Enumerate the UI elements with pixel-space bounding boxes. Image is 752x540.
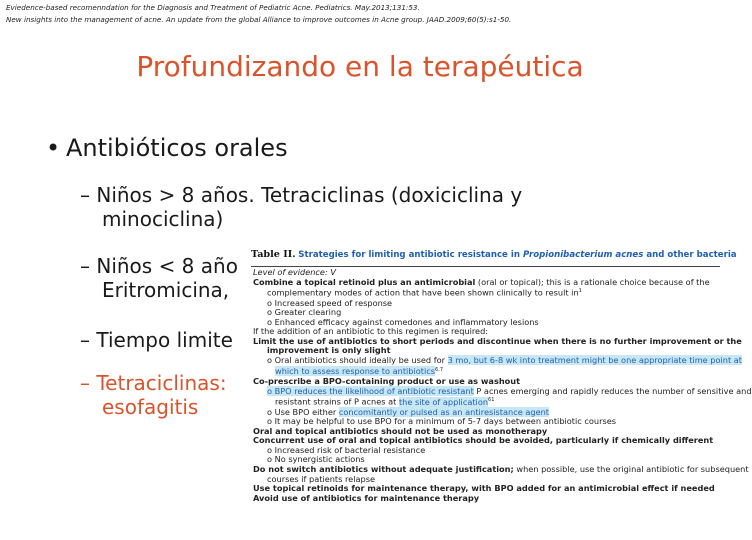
table-row: o No synergistic actions	[267, 454, 365, 465]
table-row: Level of evidence: V	[253, 267, 336, 277]
table-row: o Increased risk of bacterial resistance	[267, 444, 426, 455]
bullet-item	[46, 134, 288, 162]
table-label: Table II.	[251, 249, 296, 260]
reference-2: New insights into the management of acne. An update from the global Alliance to improve outcomes in Acne group. JAAD.2009;60(5):s1-50.	[6, 15, 512, 24]
table-rows	[253, 267, 752, 503]
table-row: complementary modes of action that have been shown clinically to result $in^1$	[267, 287, 582, 298]
table-row: Oral and topical antibiotics should not be used as monotherapy	[253, 425, 548, 436]
sub-item-3-line1: – Tiempo limite	[80, 328, 233, 352]
bullet-dot: •	[46, 134, 61, 162]
table-caption-post: and other bacteria	[643, 250, 737, 260]
table-row: resistant strains of P acnes at the site of application$^{61}$	[275, 396, 495, 407]
table-caption-italic: Propionibacterium acnes	[522, 250, 644, 260]
table-row: Avoid use of antibiotics for maintenance therapy	[253, 492, 480, 503]
table-row: courses if patients relapse	[267, 473, 376, 484]
table-row: Combine a topical retinoid plus an antimicrobial (oral or topical); this is a rationale choice because of the	[253, 276, 710, 287]
sub-item-1-line2: minociclina)	[102, 207, 224, 231]
sub-item-4-line1: – Tetraciclinas:	[80, 371, 227, 395]
table-row: o Enhanced efficacy against comedones and inflammatory lesions	[267, 316, 539, 327]
table-row: Co-prescribe a BPO-containing product or use as washout	[253, 376, 521, 386]
evidence-table-image	[251, 246, 752, 540]
table-caption-pre: Strategies for limiting antibiotic resistance in	[298, 250, 523, 260]
sub-item-1-line1: – Niños > 8 años. Tetraciclinas (doxiciclina y	[80, 183, 523, 207]
table-row: which to assess response to antibiotics$^{6,7}$	[275, 366, 443, 377]
sub-item-2	[80, 254, 238, 302]
table-row: o Greater clearing	[267, 307, 342, 318]
table-row: Do not switch antibiotics without adequate justification; when possible, use the original antibiotic for subsequent	[253, 464, 749, 475]
table-row: improvement is only slight	[267, 345, 391, 356]
table-row: o It may be helpful to use BPO for a minimum of 5-7 days between antibiotic courses	[267, 416, 617, 427]
table-row: If the addition of an antibiotic to this regimen is required:	[253, 326, 489, 337]
reference-1: Eviedence-based recomenndation for the Diagnosis and Treatment of Pediatric Acne. Pediatrics. May.2013;131:53.	[6, 3, 420, 12]
slide-title: Profundizando en la terapéutica	[136, 50, 584, 83]
sub-item-3	[80, 328, 233, 352]
table-row: Limit the use of antibiotics to short periods and discontinue when there is no further improvement or the	[253, 335, 742, 346]
table-row: Use topical retinoids for maintenance therapy, with BPO added for an antimicrobial effect if needed	[253, 483, 715, 494]
sub-item-4-line2: esofagitis	[102, 395, 199, 419]
table-row: o BPO reduces the likelihood of antibiotic resistant P acnes emerging and rapidly reduces the number of sensitive and	[267, 385, 752, 396]
table-caption	[251, 249, 737, 260]
bullet-text: Antibióticos orales	[66, 134, 288, 162]
sub-item-2-line2: Eritromicina,	[102, 278, 230, 302]
table-row: o Oral antibiotics should ideally be used for 3 mo, but 6-8 wk into treatment might be one appropriate time point at	[267, 355, 743, 366]
table-row: o Use BPO either concomitantly or pulsed as an antiresistance agent	[267, 406, 550, 417]
table-row: Concurrent use of oral and topical antibiotics should be avoided, particularly if chemically different	[253, 435, 714, 446]
table-row: o Increased speed of response	[267, 297, 393, 308]
sub-item-2-line1: – Niños < 8 año	[80, 254, 238, 278]
sub-item-1	[80, 183, 522, 231]
sub-item-4	[80, 371, 227, 419]
